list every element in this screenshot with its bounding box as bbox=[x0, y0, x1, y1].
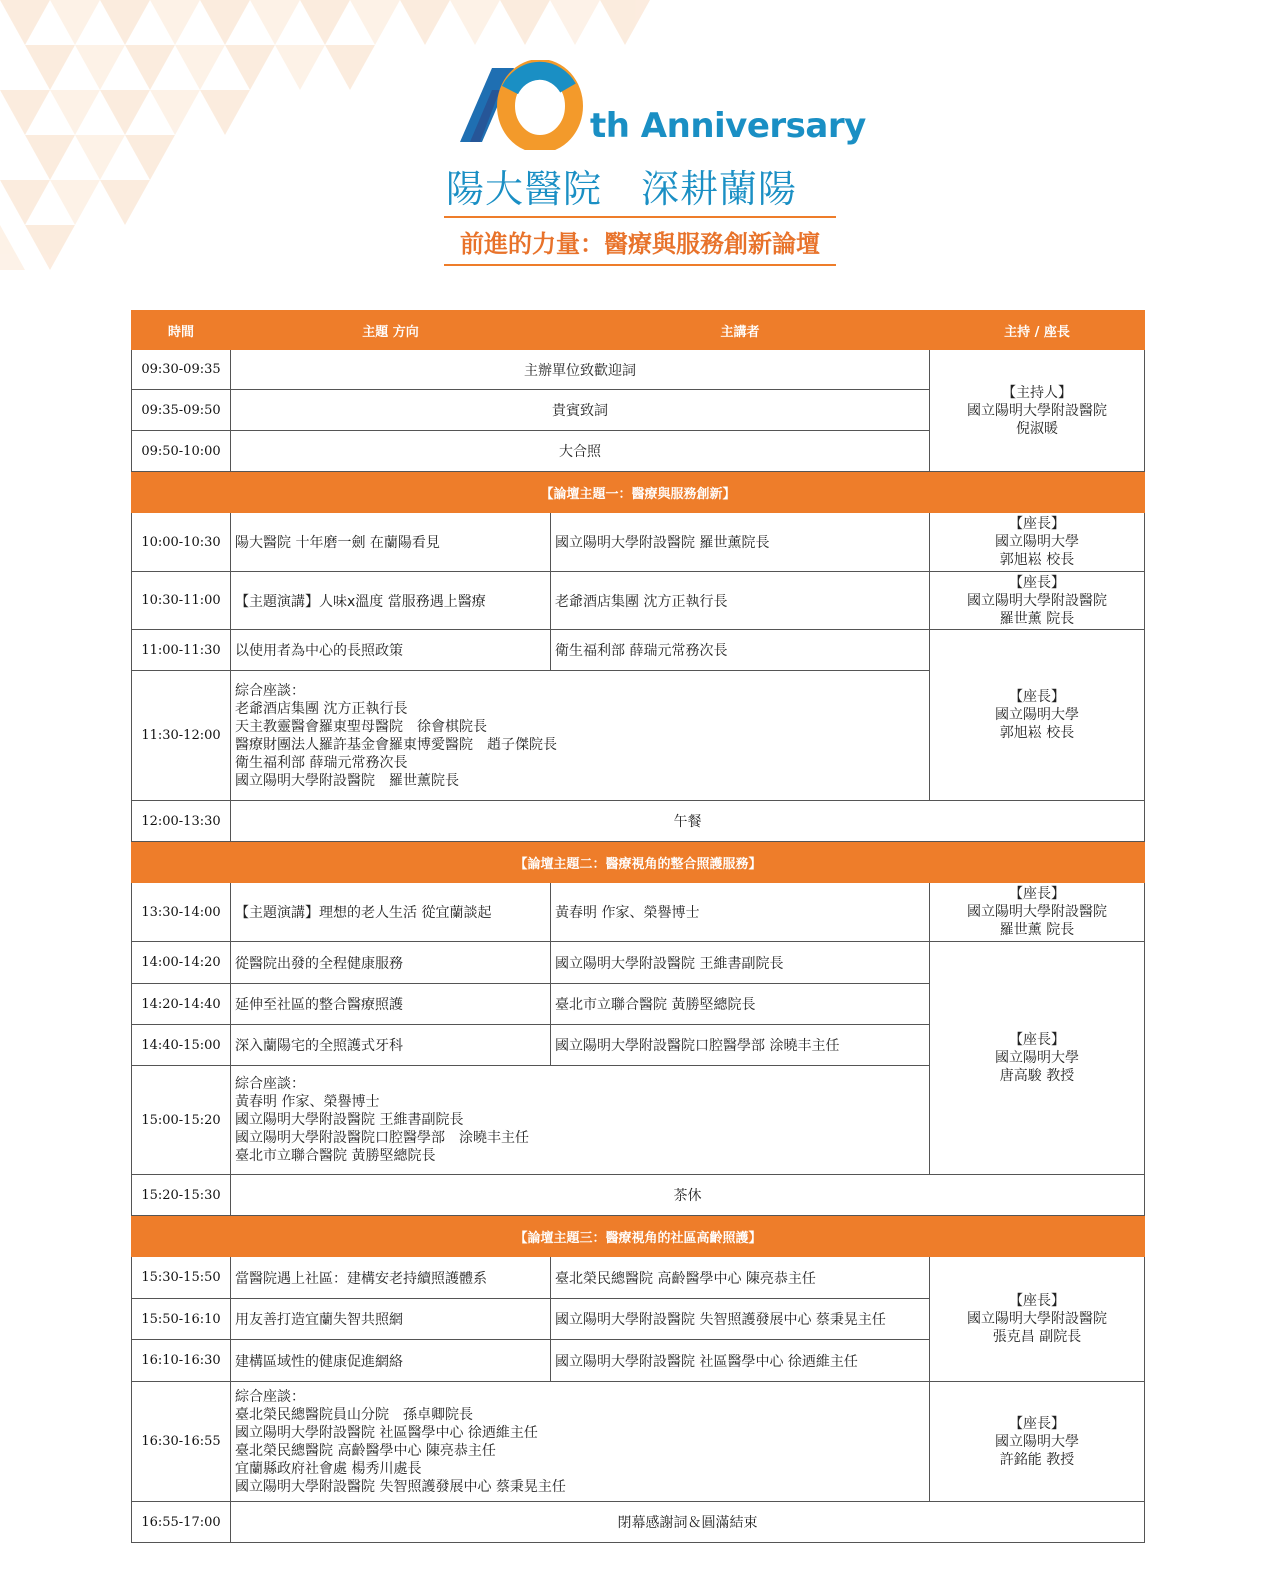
host-cell bbox=[930, 350, 1145, 472]
chair-org: 國立陽明大學附設醫院 bbox=[967, 592, 1107, 609]
table-row bbox=[132, 1382, 1145, 1502]
chair-role: 【座長】 bbox=[1009, 516, 1065, 532]
panel-line: 綜合座談： bbox=[235, 1388, 305, 1405]
speaker-cell: 老爺酒店集團 沈方正執行長 bbox=[551, 572, 930, 630]
table-row bbox=[132, 801, 1145, 842]
forum-title: 前進的力量：醫療與服務創新論壇 bbox=[444, 216, 836, 266]
section-band bbox=[132, 1216, 1145, 1257]
time-cell: 09:35-09:50 bbox=[132, 390, 231, 431]
chair-cell bbox=[930, 572, 1145, 630]
table-row bbox=[132, 350, 1145, 390]
topic-cell: 大合照 bbox=[231, 431, 930, 472]
chair-role: 【座長】 bbox=[1009, 1293, 1065, 1309]
chair-cell bbox=[930, 630, 1145, 801]
chair-cell bbox=[930, 513, 1145, 572]
time-cell: 15:30-15:50 bbox=[132, 1257, 231, 1299]
chair-person: 倪淑暖 bbox=[1016, 420, 1058, 437]
chair-person: 羅世薰 院長 bbox=[999, 922, 1075, 938]
panel-cell bbox=[231, 1382, 930, 1502]
column-header: 主持 / 座長 bbox=[930, 311, 1145, 350]
chair-person: 唐高駿 教授 bbox=[999, 1068, 1075, 1084]
speaker-cell: 黃春明 作家、榮譽博士 bbox=[551, 883, 930, 942]
table-row bbox=[132, 1257, 1145, 1299]
panel-cell bbox=[231, 671, 930, 801]
time-cell: 11:30-12:00 bbox=[132, 671, 231, 801]
chair-org: 國立陽明大學 bbox=[995, 707, 1079, 723]
time-cell: 13:30-14:00 bbox=[132, 883, 231, 942]
time-cell: 16:30-16:55 bbox=[132, 1382, 231, 1502]
time-cell: 10:30-11:00 bbox=[132, 572, 231, 630]
chair-role: 【座長】 bbox=[1009, 574, 1065, 591]
chair-role: 【座長】 bbox=[1009, 1415, 1065, 1432]
section-title: 【論壇主題二：醫療視角的整合照護服務】 bbox=[132, 842, 1145, 883]
column-header: 主題 方向 bbox=[231, 311, 551, 350]
panel-cell bbox=[231, 1066, 930, 1175]
time-cell: 16:10-16:30 bbox=[132, 1340, 231, 1382]
speaker-cell: 國立陽明大學附設醫院口腔醫學部 涂曉丰主任 bbox=[551, 1025, 930, 1066]
speaker-cell: 國立陽明大學附設醫院 王維書副院長 bbox=[551, 942, 930, 984]
topic-cell: 延伸至社區的整合醫療照護 bbox=[231, 984, 551, 1025]
time-cell: 15:20-15:30 bbox=[132, 1175, 231, 1216]
topic-cell: 【主題演講】人味x溫度 當服務遇上醫療 bbox=[231, 572, 551, 630]
chair-cell bbox=[930, 1257, 1145, 1382]
chair-cell bbox=[930, 1382, 1145, 1502]
speaker-cell: 臺北市立聯合醫院 黃勝堅總院長 bbox=[551, 984, 930, 1025]
topic-cell: 深入蘭陽宅的全照護式牙科 bbox=[231, 1025, 551, 1066]
break-cell: 午餐 bbox=[231, 801, 1145, 842]
chair-org: 國立陽明大學 bbox=[995, 1050, 1079, 1066]
section-band bbox=[132, 472, 1145, 513]
table-row bbox=[132, 1175, 1145, 1216]
panel-line: 綜合座談： bbox=[235, 682, 305, 699]
chair-role: 【座長】 bbox=[1009, 1032, 1065, 1048]
column-header: 主講者 bbox=[551, 311, 930, 350]
panel-line: 綜合座談： bbox=[235, 1076, 305, 1092]
chair-org: 國立陽明大學附設醫院 bbox=[967, 1311, 1107, 1327]
chair-person: 張克昌 副院長 bbox=[992, 1329, 1082, 1345]
table-row bbox=[132, 572, 1145, 630]
time-cell: 15:00-15:20 bbox=[132, 1066, 231, 1175]
chair-role: 【座長】 bbox=[1009, 886, 1065, 902]
chair-org: 國立陽明大學附設醫院 bbox=[967, 904, 1107, 920]
section-title: 【論壇主題一：醫療與服務創新】 bbox=[132, 472, 1145, 513]
break-cell: 茶休 bbox=[231, 1175, 1145, 1216]
panel-line: 國立陽明大學附設醫院 王維書副院長 bbox=[235, 1112, 464, 1128]
topic-cell: 貴賓致詞 bbox=[231, 390, 930, 431]
table-row bbox=[132, 1502, 1145, 1543]
panel-line: 臺北榮民總醫院 高齡醫學中心 陳亮恭主任 bbox=[235, 1442, 496, 1459]
panel-line: 黃春明 作家、榮譽博士 bbox=[235, 1094, 380, 1110]
time-cell: 10:00-10:30 bbox=[132, 513, 231, 572]
time-cell: 09:50-10:00 bbox=[132, 431, 231, 472]
topic-cell: 當醫院遇上社區：建構安老持續照護體系 bbox=[231, 1257, 551, 1299]
chair-role: 【主持人】 bbox=[1002, 384, 1072, 401]
panel-line: 臺北市立聯合醫院 黃勝堅總院長 bbox=[235, 1148, 436, 1164]
panel-line: 衛生福利部 薛瑞元常務次長 bbox=[235, 754, 408, 771]
agenda-table bbox=[131, 310, 1145, 1543]
panel-line: 國立陽明大學附設醫院 社區醫學中心 徐迺維主任 bbox=[235, 1424, 538, 1441]
speaker-cell: 衛生福利部 薛瑞元常務次長 bbox=[551, 630, 930, 671]
time-cell: 14:20-14:40 bbox=[132, 984, 231, 1025]
chair-org: 國立陽明大學 bbox=[995, 1433, 1079, 1450]
chair-cell bbox=[930, 942, 1145, 1175]
chair-org: 國立陽明大學附設醫院 bbox=[967, 402, 1107, 419]
time-cell: 15:50-16:10 bbox=[132, 1299, 231, 1340]
section-title: 【論壇主題三：醫療視角的社區高齡照護】 bbox=[132, 1216, 1145, 1257]
closing-cell: 閉幕感謝詞＆圓滿結束 bbox=[231, 1502, 1145, 1543]
time-cell: 12:00-13:30 bbox=[132, 801, 231, 842]
chair-person: 許銘能 教授 bbox=[999, 1451, 1075, 1468]
topic-cell: 主辦單位致歡迎詞 bbox=[231, 350, 930, 390]
speaker-cell: 國立陽明大學附設醫院 失智照護發展中心 蔡秉晃主任 bbox=[551, 1299, 930, 1340]
topic-cell: 建構區域性的健康促進網絡 bbox=[231, 1340, 551, 1382]
panel-line: 天主教靈醫會羅東聖母醫院 徐會棋院長 bbox=[235, 718, 487, 735]
panel-line: 臺北榮民總醫院員山分院 孫卓卿院長 bbox=[235, 1406, 473, 1423]
panel-line: 國立陽明大學附設醫院 失智照護發展中心 蔡秉晃主任 bbox=[235, 1478, 566, 1495]
topic-cell: 用友善打造宜蘭失智共照網 bbox=[231, 1299, 551, 1340]
time-cell: 14:00-14:20 bbox=[132, 942, 231, 984]
table-row bbox=[132, 630, 1145, 671]
speaker-cell: 國立陽明大學附設醫院 社區醫學中心 徐迺維主任 bbox=[551, 1340, 930, 1382]
panel-line: 醫療財團法人羅許基金會羅東博愛醫院 趙子傑院長 bbox=[235, 736, 557, 753]
chair-cell bbox=[930, 883, 1145, 942]
event-header bbox=[440, 60, 866, 270]
panel-line: 國立陽明大學附設醫院口腔醫學部 涂曉丰主任 bbox=[235, 1130, 529, 1146]
chair-person: 羅世薰 院長 bbox=[999, 610, 1075, 627]
chair-role: 【座長】 bbox=[1009, 689, 1065, 705]
chair-person: 郭旭崧 校長 bbox=[999, 552, 1075, 568]
time-cell: 09:30-09:35 bbox=[132, 350, 231, 390]
speaker-cell: 國立陽明大學附設醫院 羅世薰院長 bbox=[551, 513, 930, 572]
column-header: 時間 bbox=[132, 311, 231, 350]
time-cell: 16:55-17:00 bbox=[132, 1502, 231, 1543]
table-row bbox=[132, 513, 1145, 572]
chair-person: 郭旭崧 校長 bbox=[999, 725, 1075, 741]
table-header-row bbox=[132, 311, 1145, 350]
topic-cell: 從醫院出發的全程健康服務 bbox=[231, 942, 551, 984]
panel-line: 國立陽明大學附設醫院 羅世薰院長 bbox=[235, 772, 459, 789]
table-row bbox=[132, 942, 1145, 984]
panel-line: 老爺酒店集團 沈方正執行長 bbox=[235, 700, 408, 717]
anniversary-text: th Anniversary bbox=[590, 106, 866, 146]
chair-org: 國立陽明大學 bbox=[995, 534, 1079, 550]
speaker-cell: 臺北榮民總醫院 高齡醫學中心 陳亮恭主任 bbox=[551, 1257, 930, 1299]
table-row bbox=[132, 883, 1145, 942]
time-cell: 14:40-15:00 bbox=[132, 1025, 231, 1066]
time-cell: 11:00-11:30 bbox=[132, 630, 231, 671]
ten-anniversary-logo-icon bbox=[440, 60, 590, 150]
topic-cell: 陽大醫院 十年磨一劍 在蘭陽看見 bbox=[231, 513, 551, 572]
topic-cell: 【主題演講】理想的老人生活 從宜蘭談起 bbox=[231, 883, 551, 942]
topic-cell: 以使用者為中心的長照政策 bbox=[231, 630, 551, 671]
section-band bbox=[132, 842, 1145, 883]
slogan: 陽大醫院 深耕蘭陽 bbox=[446, 167, 798, 211]
panel-line: 宜蘭縣政府社會處 楊秀川處長 bbox=[235, 1460, 422, 1477]
